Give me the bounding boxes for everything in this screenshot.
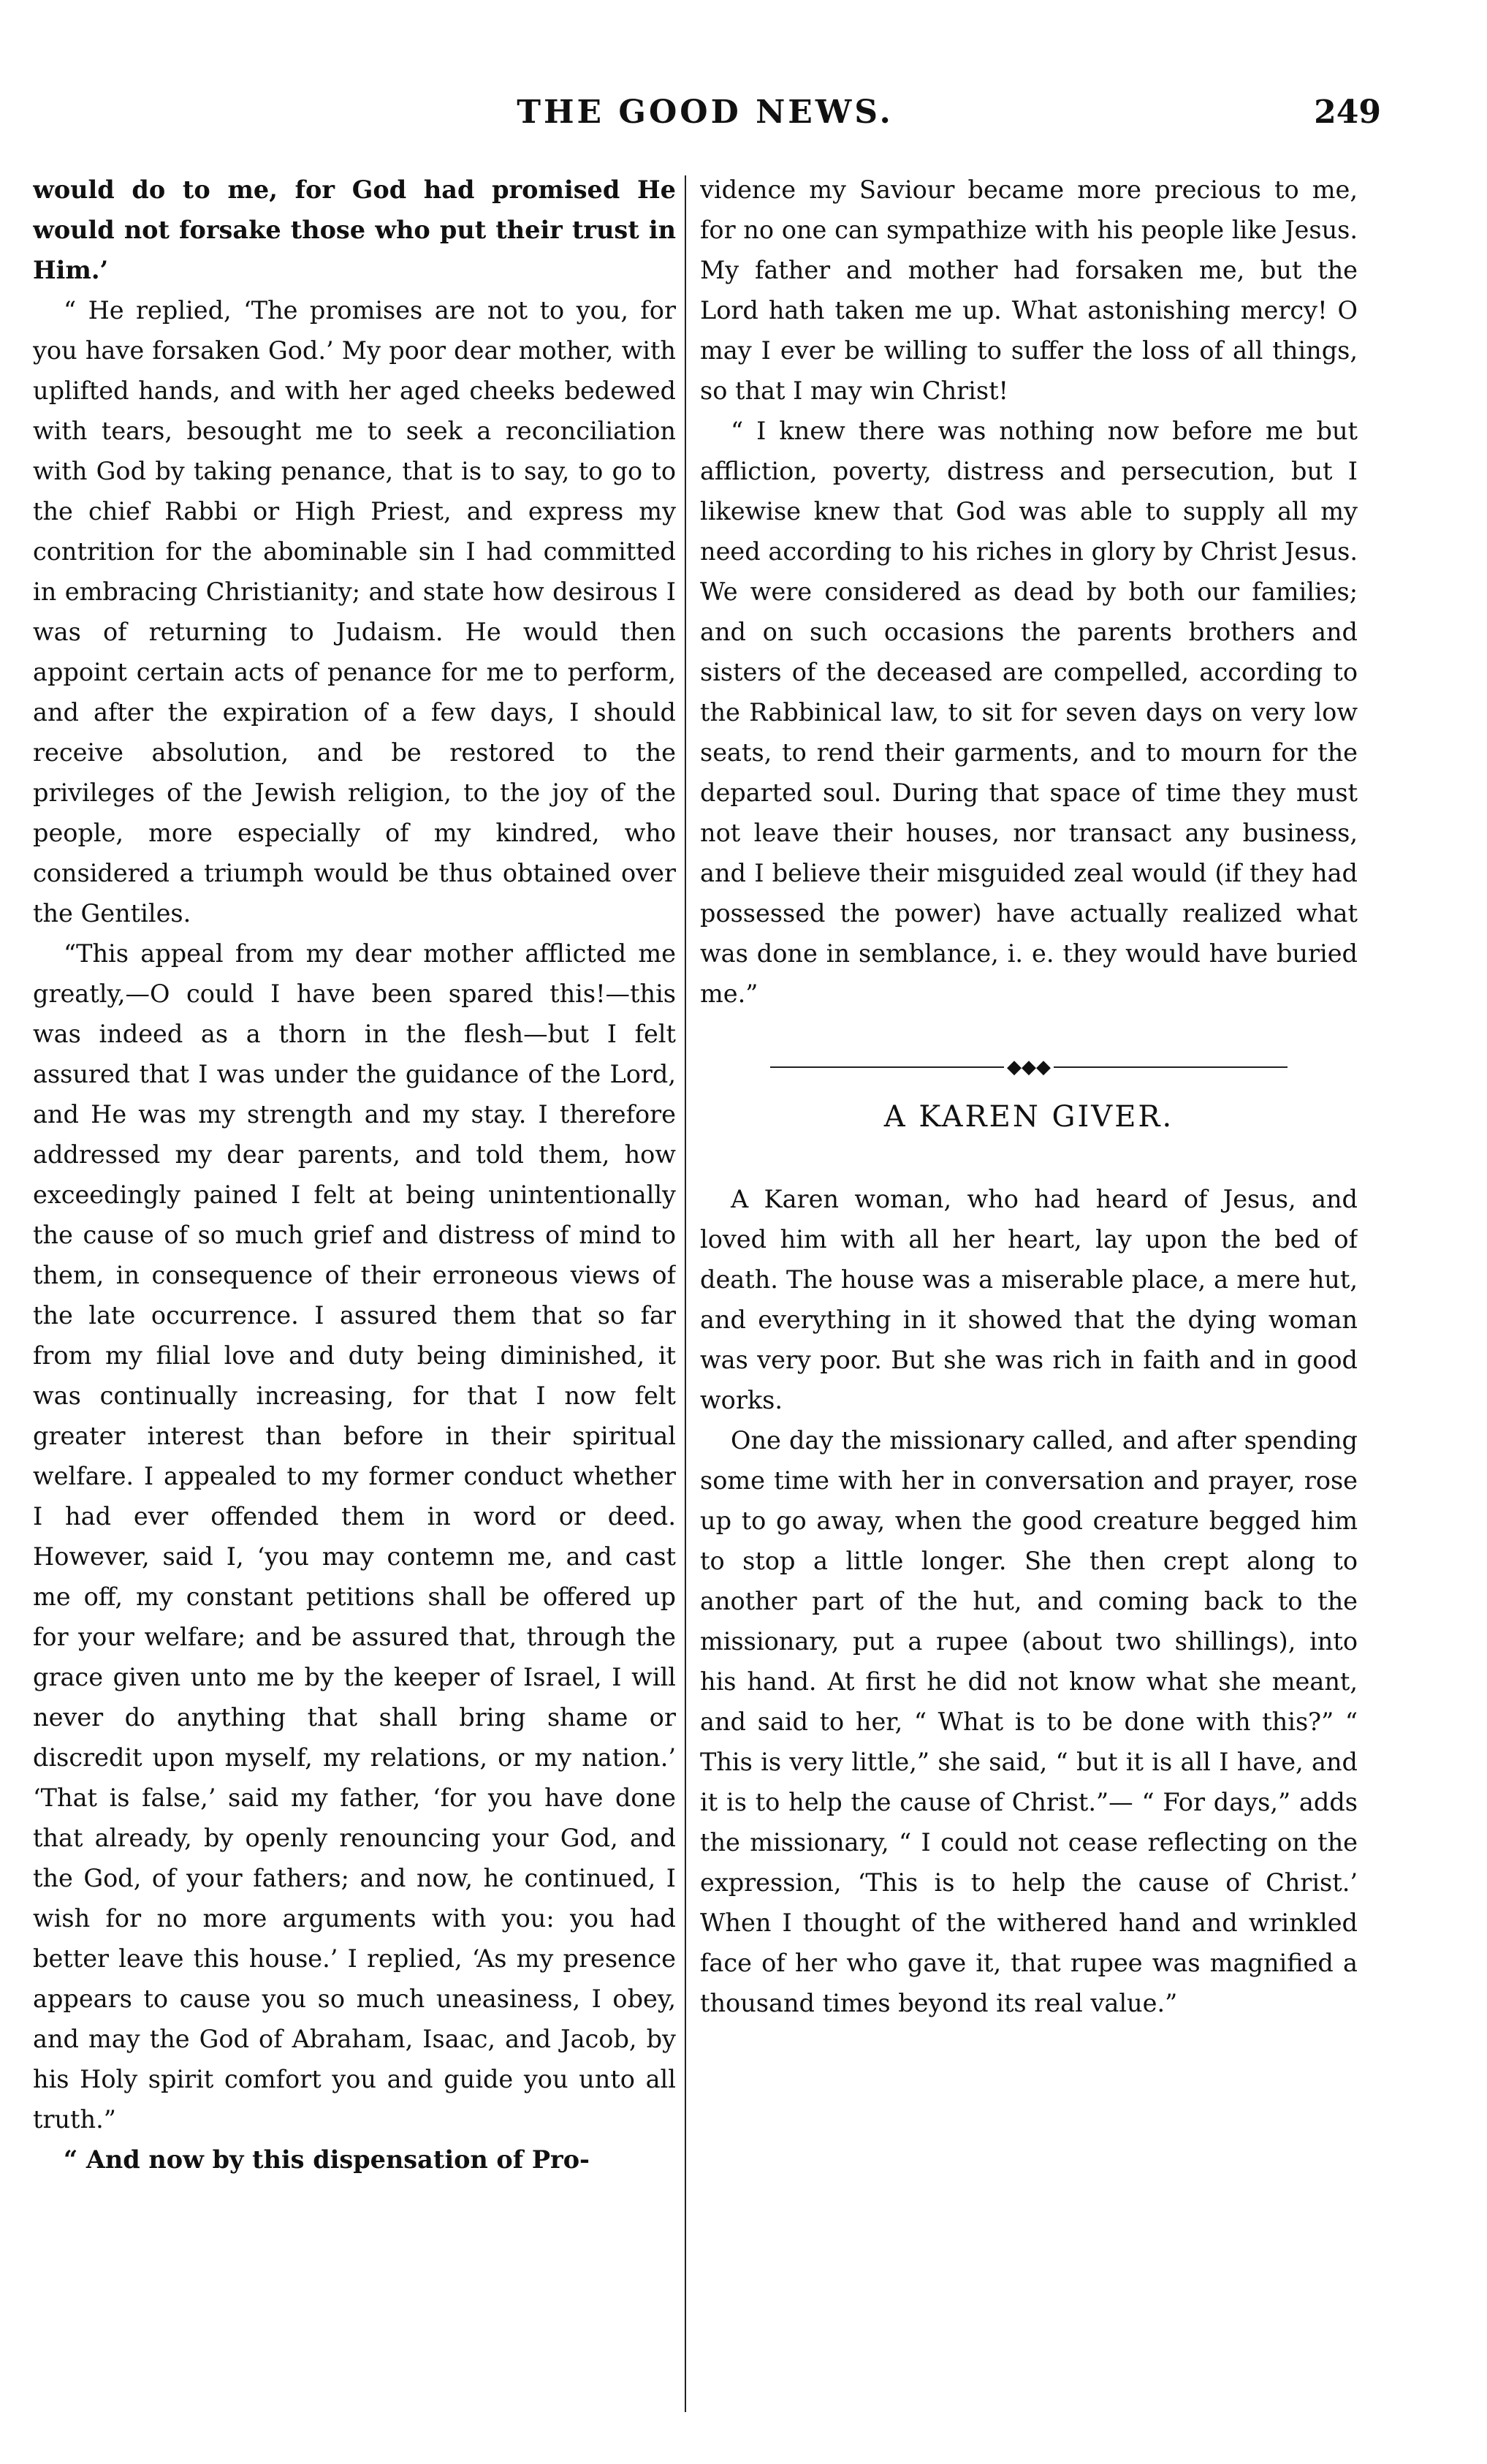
section-paragraph-1: A Karen woman, who had heard of Jesus, and loved him with all her heart, lay upon the bed of death. The house was a miserable place, a mere hut, and everything in it showed that the dying woman was very poor. But she was rich in faith and in good works. [700,1185,1358,1414]
page-header [29,94,1381,152]
right-column [700,170,1358,2428]
right-paragraph-2: “ I knew there was nothing now before me but affliction, poverty, distress and persecution, but I likewise knew that God was able to supply all my need according to his riches in glory by Christ Jesus. We were considered as dead by both our families; and on such occasions the parents brothers and sisters of the deceased are compelled, according to the Rabbinical law, to sit for seven days on very low seats, to rend their garments, and to mourn for the departed soul. During that space of time they must not leave their houses, nor transact any business, and I believe their misguided zeal would (if they had possessed the power) have actually realized what was done in semblance, i. e. they would have buried me.” [700,417,1358,1008]
left-paragraph-3: “This appeal from my dear mother afflicted me greatly,—O could I have been spared this!—this was indeed as a thorn in the flesh—but I felt assured that I was under the guidance of the Lord, and He was my strength and my stay. I therefore addressed my dear parents, and told them, how exceedingly pained I felt at being unintentionally the cause of so much grief and distress of mind to them, in consequence of their erroneous views of the late occurrence. I assured them that so far from my filial love and duty being diminished, it was continually increasing, for that I now felt greater interest than before in their spiritual welfare. I appealed to my former conduct whether I had ever offended them in word or deed. However, said I, ‘you may contemn me, and cast me off, my constant petitions shall be offered up for your welfare; and be assured that, through the grace given unto me by the keeper of Israel, I will never do anything that shall bring shame or discredit upon myself, my relations, or my nation.’ ‘That is false,’ said my father, ‘for you have done that already, by openly renouncing your God, and the God, of your fathers; and now, he continued, I wish for no more arguments with you: you had better leave this house.’ I replied, ‘As my presence appears to cause you so much uneasiness, I obey, and may the God of Abraham, Isaac, and Jacob, by his Holy spirit comfort you and guide you unto all truth.” [33,939,676,2134]
section-title: A KAREN GIVER. [883,1100,1174,1134]
divider-line-right [1054,1066,1288,1068]
left-paragraph-4: “ And now by this dispensation of Pro- [64,2145,590,2174]
column-rule [685,175,686,2412]
left-column [33,170,676,2428]
left-paragraph-1: would do to me, for God had promised He would not forsake those who put their trust in Him.’ [33,175,676,284]
left-paragraph-2: “ He replied, ‘The promises are not to you, for you have forsaken God.’ My poor dear mother, with uplifted hands, and with her aged cheeks bedewed with tears, besought me to seek a reconciliation with God by taking penance, that is to say, to go to the chief Rabbi or High Priest, and express my contrition for the abominable sin I had committed in embracing Christianity; and state how desirous I was of returning to Judaism. He would then appoint certain acts of penance for me to perform, and after the expiration of a few days, I should receive absolution, and be restored to the privileges of the Jewish religion, to the joy of the people, more especially of my kindred, who considered a triumph would be thus obtained over the Gentiles. [33,296,676,928]
divider-line-left [770,1066,1004,1068]
section-divider [700,1056,1358,1078]
divider-ornament-icon: ◆◆◆ [1007,1056,1051,1078]
page-number: 249 [1314,94,1381,131]
section-paragraph-2: One day the missionary called, and after spending some time with her in conversation and prayer, rose up to go away, when the good creature begged him to stop a little longer. She then crept along to another part of the hut, and coming back to the missionary, put a rupee (about two shillings), into his hand. At first he did not know what she meant, and said to her, “ What is to be done with this?” “ This is very little,” she said, “ but it is all I have, and it is to help the cause of Christ.”— “ For days,” adds the missionary, “ I could not cease reflecting on the expression, ‘This is to help the cause of Christ.’ When I thought of the withered hand and wrinkled face of her who gave it, that rupee was magnified a thousand times beyond its real value.” [700,1426,1358,2017]
running-title: THE GOOD NEWS. [517,94,894,131]
right-paragraph-1: vidence my Saviour became more precious to me, for no one can sympathize with his people like Jesus. My father and mother had forsaken me, but the Lord hath taken me up. What astonishing mercy! O may I ever be willing to suffer the loss of all things, so that I may win Christ! [700,175,1358,405]
